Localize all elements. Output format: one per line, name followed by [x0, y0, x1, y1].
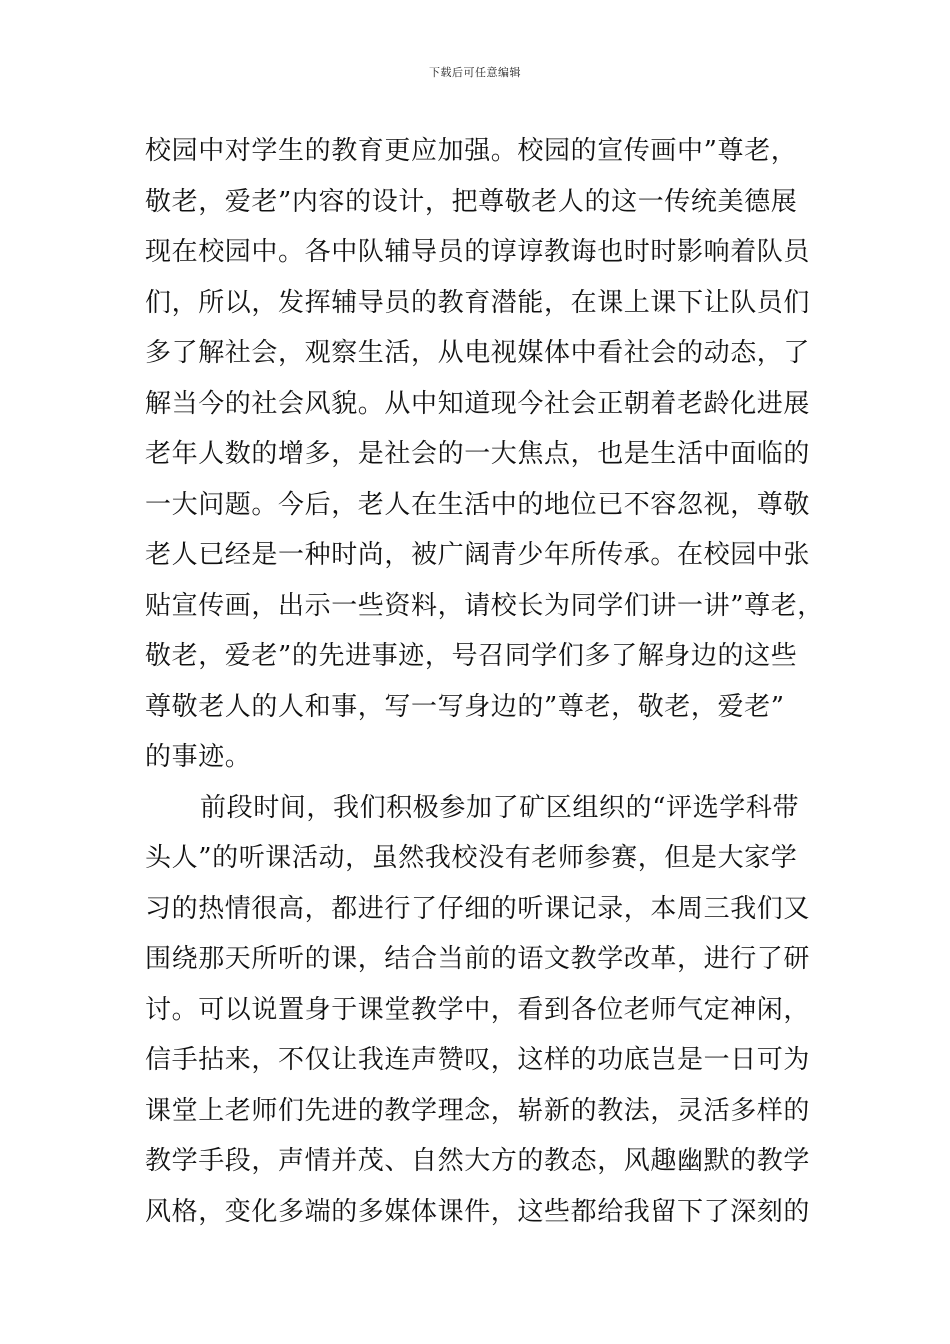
text-line: 的事迹。: [145, 742, 252, 772]
paragraph-start-line: 前段时间，我们积极参加了矿区组织的“评选学科带: [200, 792, 800, 823]
text-line: 教学手段，声情并茂、自然大方的教态，风趣幽默的教学: [145, 1146, 811, 1176]
text-line: 讨。可以说置身于课堂教学中，看到各位老师气定神闲，: [145, 994, 811, 1025]
text-line: 课堂上老师们先进的教学理念，崭新的教法，灵活多样的: [145, 1095, 811, 1126]
page-header: 下载后可任意编辑: [429, 66, 521, 79]
text-line: 敬老，爱老”内容的设计，把尊敬老人的这一传统美德展: [145, 186, 798, 217]
text-line: 老年人数的增多，是社会的一大焦点，也是生活中面临的: [145, 439, 811, 469]
text-line: 习的热情很高，都进行了仔细的听课记录，本周三我们又: [145, 893, 811, 924]
text-line: 现在校园中。各中队辅导员的谆谆教诲也时时影响着队员: [145, 237, 811, 267]
text-line: 贴宣传画，出示一些资料，请校长为同学们讲一讲”尊老，: [145, 590, 824, 621]
document-body: [145, 126, 825, 1237]
text-line: 解当今的社会风貌。从中知道现今社会正朝着老龄化进展: [145, 388, 811, 419]
text-line: 敬老，爱老”的先进事迹，号召同学们多了解身边的这些: [145, 641, 798, 671]
text-line: 们，所以，发挥辅导员的教育潜能，在课上课下让队员们: [145, 287, 811, 318]
text-line: 围绕那天所听的课，结合当前的语文教学改革，进行了研: [145, 944, 811, 974]
text-line: 信手拈来，不仅让我连声赞叹，这样的功底岂是一日可为: [145, 1045, 811, 1075]
text-line: 一大问题。今后，老人在生活中的地位已不容忽视，尊敬: [145, 489, 811, 520]
text-line: 多了解社会，观察生活，从电视媒体中看社会的动态，了: [145, 338, 811, 368]
text-line: 校园中对学生的教育更应加强。校园的宣传画中”尊老，: [145, 136, 798, 166]
text-line: 风格，变化多端的多媒体课件，这些都给我留下了深刻的: [145, 1196, 811, 1227]
text-line: 尊敬老人的人和事，写一写身边的”尊老，敬老，爱老”: [145, 691, 785, 722]
text-line: 头人”的听课活动，虽然我校没有老师参赛，但是大家学: [145, 843, 798, 873]
text-line: 老人已经是一种时尚，被广阔青少年所传承。在校园中张: [145, 540, 811, 570]
